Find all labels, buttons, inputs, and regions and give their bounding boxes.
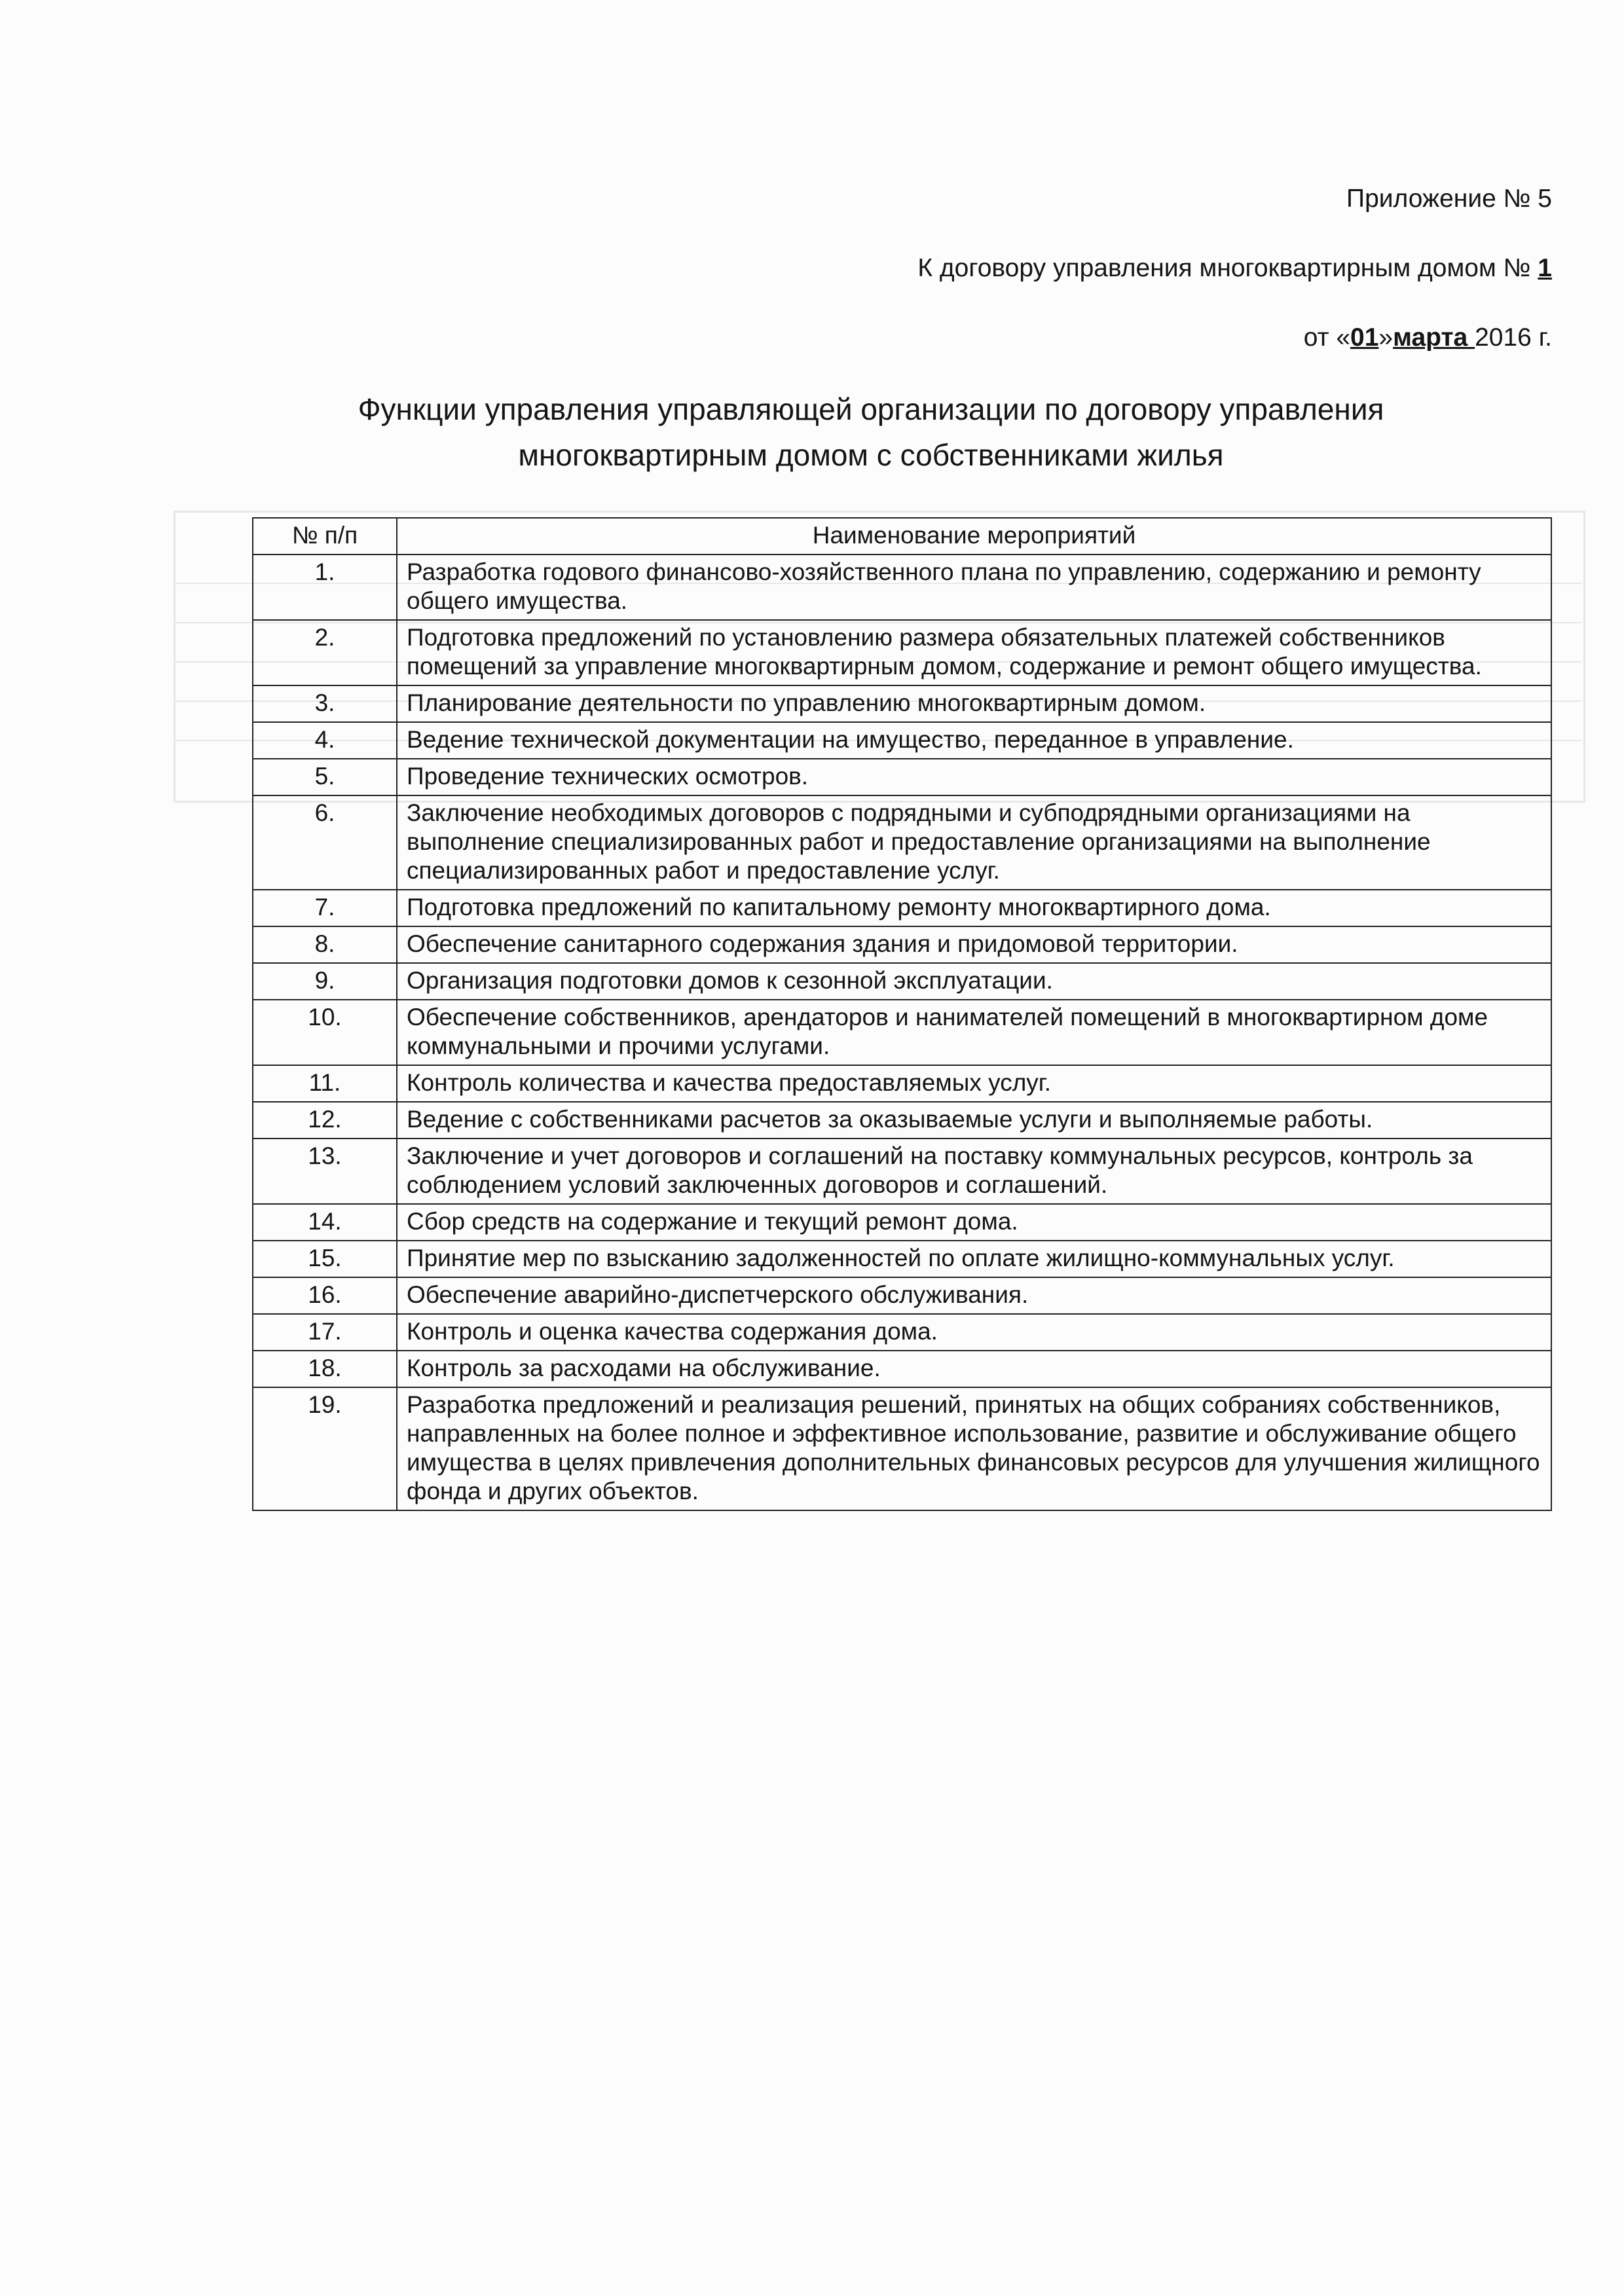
row-number: 2. xyxy=(253,620,397,685)
table-row xyxy=(253,1139,1551,1204)
row-number: 12. xyxy=(253,1102,397,1139)
table-row xyxy=(253,1204,1551,1241)
table-header-row xyxy=(253,518,1551,555)
table-body xyxy=(253,555,1551,1510)
table-row xyxy=(253,1351,1551,1387)
row-number: 10. xyxy=(253,1000,397,1065)
table-row xyxy=(253,1277,1551,1314)
row-text: Подготовка предложений по капитальному ремонту многоквартирного дома. xyxy=(397,890,1551,926)
row-number: 6. xyxy=(253,795,397,890)
row-number: 14. xyxy=(253,1204,397,1241)
title-line-1: Функции управления управляющей организации по договору управления xyxy=(358,392,1384,426)
table-row xyxy=(253,795,1551,890)
row-number: 11. xyxy=(253,1065,397,1102)
header-number: № п/п xyxy=(253,518,397,555)
row-text: Организация подготовки домов к сезонной эксплуатации. xyxy=(397,963,1551,1000)
date-year: 2016 г. xyxy=(1475,323,1552,352)
row-text: Ведение с собственниками расчетов за оказываемые услуги и выполняемые работы. xyxy=(397,1102,1551,1139)
row-number: 19. xyxy=(253,1387,397,1510)
row-text: Заключение и учет договоров и соглашений на поставку коммунальных ресурсов, контроль за соблюдением условий заключенных договоров и соглашений. xyxy=(397,1139,1551,1204)
table-row xyxy=(253,1065,1551,1102)
row-text: Сбор средств на содержание и текущий ремонт дома. xyxy=(397,1204,1551,1241)
row-text: Обеспечение аварийно-диспетчерского обслуживания. xyxy=(397,1277,1551,1314)
table-row xyxy=(253,1314,1551,1351)
row-text: Планирование деятельности по управлению многоквартирным домом. xyxy=(397,685,1551,722)
row-text: Принятие мер по взысканию задолженностей по оплате жилищно-коммунальных услуг. xyxy=(397,1241,1551,1277)
contract-number: 1 xyxy=(1538,254,1552,282)
row-text: Заключение необходимых договоров с подрядными и субподрядными организациями на выполнение специализированных работ и предоставление организациями на выполнение специализированных работ и предоставление услуг. xyxy=(397,795,1551,890)
table-row xyxy=(253,759,1551,795)
table-row xyxy=(253,1241,1551,1277)
contract-date xyxy=(1304,323,1552,352)
functions-table xyxy=(252,517,1552,1511)
row-number: 1. xyxy=(253,555,397,620)
row-text: Контроль и оценка качества содержания дома. xyxy=(397,1314,1551,1351)
row-text: Подготовка предложений по установлению размера обязательных платежей собственников помещений за управление многоквартирным домом, содержание и ремонт общего имущества. xyxy=(397,620,1551,685)
row-number: 3. xyxy=(253,685,397,722)
table-row xyxy=(253,620,1551,685)
table-row xyxy=(253,555,1551,620)
contract-prefix: К договору управления многоквартирным домом № xyxy=(917,254,1538,282)
date-day: 01 xyxy=(1350,323,1379,352)
row-text: Ведение технической документации на имущество, переданное в управление. xyxy=(397,722,1551,759)
table-row xyxy=(253,685,1551,722)
row-number: 18. xyxy=(253,1351,397,1387)
table-row xyxy=(253,926,1551,963)
row-number: 7. xyxy=(253,890,397,926)
row-number: 5. xyxy=(253,759,397,795)
date-close: » xyxy=(1378,323,1393,352)
table-row xyxy=(253,1102,1551,1139)
table-row xyxy=(253,1387,1551,1510)
row-text: Разработка предложений и реализация решений, принятых на общих собраниях собственников, направленных на более полное и эффективное использование, развитие и обслуживание общего имущества в целях привлечения дополнительных финансовых ресурсов для улучшения жилищного фонда и других объектов. xyxy=(397,1387,1551,1510)
contract-reference xyxy=(917,254,1552,283)
header-name: Наименование мероприятий xyxy=(397,518,1551,555)
row-text: Обеспечение санитарного содержания здания и придомовой территории. xyxy=(397,926,1551,963)
row-number: 4. xyxy=(253,722,397,759)
row-number: 16. xyxy=(253,1277,397,1314)
table-row xyxy=(253,963,1551,1000)
row-text: Проведение технических осмотров. xyxy=(397,759,1551,795)
row-text: Разработка годового финансово-хозяйственного плана по управлению, содержанию и ремонту общего имущества. xyxy=(397,555,1551,620)
row-number: 15. xyxy=(253,1241,397,1277)
date-month: марта xyxy=(1393,323,1475,352)
row-text: Обеспечение собственников, арендаторов и нанимателей помещений в многоквартирном доме коммунальными и прочими услугами. xyxy=(397,1000,1551,1065)
row-number: 9. xyxy=(253,963,397,1000)
document-title xyxy=(223,386,1519,478)
date-prefix: от « xyxy=(1303,323,1351,352)
title-line-2: многоквартирным домом с собственниками жилья xyxy=(518,438,1224,472)
row-text: Контроль за расходами на обслуживание. xyxy=(397,1351,1551,1387)
row-number: 17. xyxy=(253,1314,397,1351)
row-text: Контроль количества и качества предоставляемых услуг. xyxy=(397,1065,1551,1102)
table-row xyxy=(253,722,1551,759)
row-number: 8. xyxy=(253,926,397,963)
table-row xyxy=(253,890,1551,926)
annex-number: Приложение № 5 xyxy=(1346,185,1552,213)
table-row xyxy=(253,1000,1551,1065)
row-number: 13. xyxy=(253,1139,397,1204)
